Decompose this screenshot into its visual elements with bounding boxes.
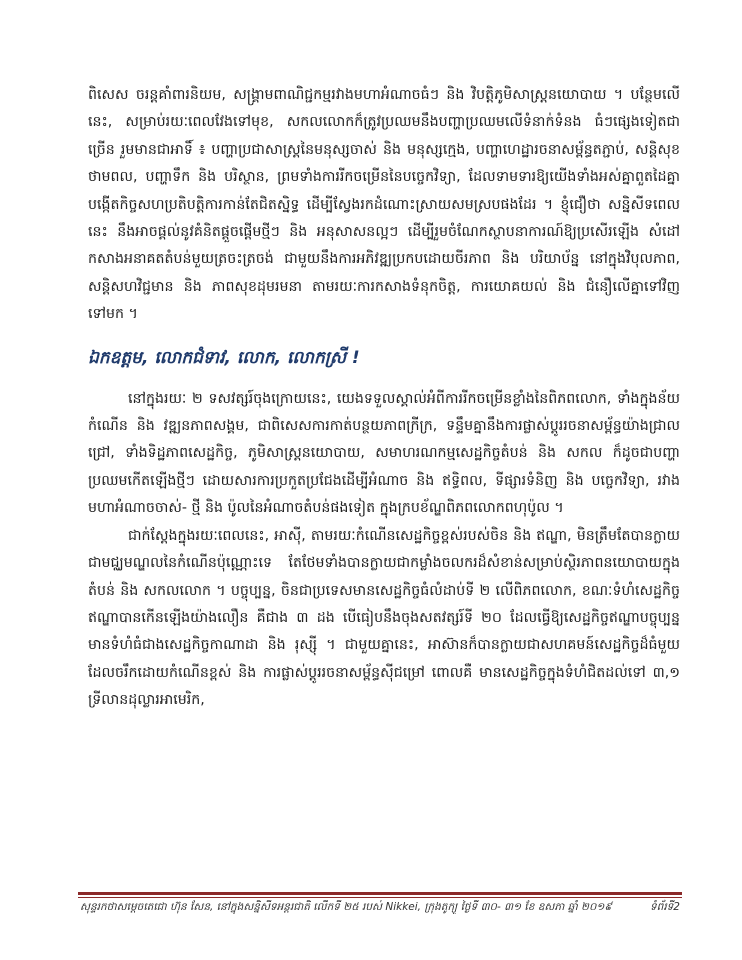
footer-caption: សុន្ទរកថាសម្តេចតេជោ ហ៊ុន សែន, នៅក្នុងសន្និសីទអន្តរជាតិ លើកទី ២៥ របស់ Nikkei, ក្រុងតូក្យូ ថ្ងៃទី ៣០- ៣១ ខែ ឧសភា ឆ្នាំ ២០១៩ (80, 901, 612, 913)
intro-paragraph: ពិសេស ចរន្តគាំពារនិយម, សង្គ្រាមពាណិជ្ជកម្មរវាងមហាអំណាចធំៗ និង វិបត្តិភូមិសាស្ត្រនយោបាយ ។ បន្ថែមលើនេះ, សម្រាប់រយៈពេលវែងទៅមុខ, សកលលោកក៏ត្រូវប្រឈមនឹងបញ្ហាប្រឈមលើទំនាក់ទំនង ធំៗផ្សេងទៀតជាច្រើន រួមមានជាអាទិ៍ ៖ បញ្ហាប្រជាសាស្ត្រនៃមនុស្សចាស់ និង មនុស្សក្មេង, បញ្ហាហេដ្ឋារចនាសម្ព័ន្ធតភ្ជាប់, សន្តិសុខថាមពល, បញ្ហាទឹក និង បរិស្ថាន, ព្រមទាំងការរីកចម្រើននៃបច្ចេកវិទ្យា, ដែលទាមទារឱ្យយើងទាំងអស់គ្នាពួតដៃគ្នាបង្កើតកិច្ចសហប្រតិបត្តិការកាន់តែជិតស្និទ្ធ ដើម្បីស្វែងរកដំណោះស្រាយសមស្របផងដែរ ។ ខ្ញុំជឿថា សន្និសីទពេលនេះ នឹងអាចផ្តល់នូវគំនិតផ្តួចផ្តើមថ្មីៗ និង អនុសាសនល្អៗ ដើម្បីរួមចំណែកស្ថាបនាការណ៍ឱ្យប្រសើរឡើង សំដៅកសាងអនាគតតំបន់មួយត្រចះត្រចង់ ជាមួយនឹងការអភិវឌ្ឍប្រកបដោយចីរភាព និង បរិយាប័ន្ន នៅក្នុងវិបុលភាព, សន្តិសហវិជ្ជមាន និង ភាពសុខដុមរមនា តាមរយៈការកសាងទំនុកចិត្ត, ការយោគយល់ និង ជំនឿលើគ្នាទៅវិញទៅមក ។ (88, 87, 680, 323)
body-paragraph-2: ជាក់ស្តែងក្នុងរយៈពេលនេះ, អាស៊ី, តាមរយៈកំណើនសេដ្ឋកិច្ចខ្ពស់របស់ចិន និង ឥណ្ឌា, មិនត្រឹមតែបានក្លាយជាមជ្ឈមណ្ឌលនៃកំណើនប៉ុណ្ណោះទេ តែថែមទាំងបានក្លាយជាកម្លាំងចលករដ៏សំខាន់សម្រាប់ស្ថិរភាពនយោបាយក្នុងតំបន់ និង សកលលោក ។ បច្ចុប្បន្ន, ចិនជាប្រទេសមានសេដ្ឋកិច្ចធំលំដាប់ទី ២ លើពិភពលោក, ខណៈទំហំសេដ្ឋកិច្ចឥណ្ឌាបានកើនឡើងយ៉ាងលឿន គឺជាង ៣ ដង បើធៀបនឹងចុងសតវត្សរ៍ទី ២០ ដែលធ្វើឱ្យសេដ្ឋកិច្ចឥណ្ឌាបច្ចុប្បន្ន មានទំហំធំជាងសេដ្ឋកិច្ចកាណាដា និង រុស្ស៊ី ។ ជាមួយគ្នានេះ, អាស៊ានក៏បានក្លាយជាសហគមន៍សេដ្ឋកិច្ចដ៏ធំមួយ ដែលចរឹកដោយកំណើនខ្ពស់ និង ការផ្លាស់ប្តូររចនាសម្ព័ន្ធស៊ីជម្រៅ ពោលគឺ មានសេដ្ឋកិច្ចក្នុងទំហំជិតដល់ទៅ ៣,១ ទ្រីលានដុល្លារអាមេរិក, (88, 527, 680, 709)
footer-divider-thin (78, 897, 682, 898)
salutation-heading: ឯកឧត្តម, លោកជំទាវ, លោក, លោកស្រី ! (88, 347, 360, 368)
page-number: ទំព័រទី2 (649, 901, 680, 913)
page-content (88, 82, 680, 715)
footer-divider (78, 892, 682, 895)
body-paragraph-1: នៅក្នុងរយៈ ២ ទសវត្សរ៍ចុងក្រោយនេះ, យេងទទួលស្គាល់អំពីការរីកចម្រើនខ្លាំងនៃពិភពលោក, ទាំងក្នុងន័យកំណើន និង វឌ្ឍនភាពសង្គម, ជាពិសេសការកាត់បន្ថយភាពក្រីក្រ, ទន្ទឹមគ្នានឹងការផ្លាស់ប្តូររចនាសម្ព័ន្ធយ៉ាងជ្រាលជ្រៅ, ទាំងទិដ្ឋភាពសេដ្ឋកិច្ច, ភូមិសាស្ត្រនយោបាយ, សមាហរណកម្មសេដ្ឋកិច្ចតំបន់ និង សកល ក៏ដូចជាបញ្ហាប្រឈមកើតឡើងថ្មីៗ ដោយសារការប្រកួតប្រជែងដើម្បីអំណាច និង ឥទ្ធិពល, ទីផ្សារទំនិញ និង បច្ចេកវិទ្យា, រវាងមហាអំណាចចាស់- ថ្មី និង ប៉ូលនៃអំណាចតំបន់ផងទៀត ក្នុងក្របខ័ណ្ឌពិភពលោកពហុប៉ូល ។ (88, 390, 680, 517)
